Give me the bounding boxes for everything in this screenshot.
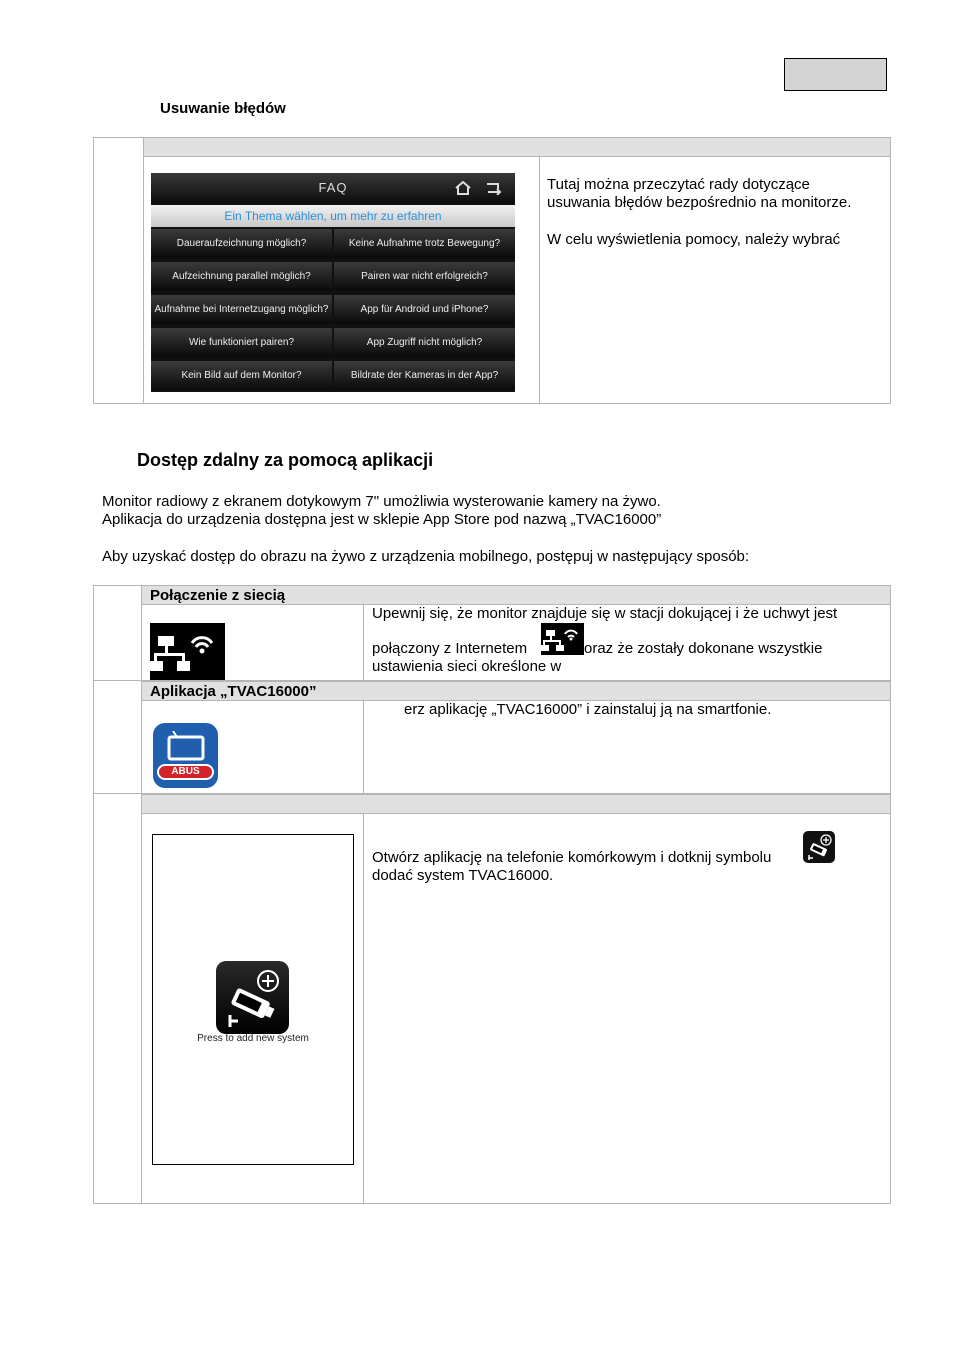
faq-button[interactable]: Bildrate der Kameras in der App? <box>334 361 515 390</box>
app-logo <box>153 723 218 788</box>
faq-button[interactable]: Wie funktioniert pairen? <box>151 328 332 357</box>
faq-button[interactable]: Kein Bild auf dem Monitor? <box>151 361 332 390</box>
faq-button[interactable]: Aufnahme bei Internetzugang möglich? <box>151 295 332 324</box>
abus-logo-text: ABUS <box>157 764 214 780</box>
add-camera-icon <box>216 961 289 1034</box>
faq-text-line: Tutaj można przeczytać rady dotyczące <box>547 176 810 193</box>
faq-button[interactable]: App Zugriff nicht möglich? <box>334 328 515 357</box>
faq-title: FAQ <box>318 180 348 195</box>
step-text: dodać system TVAC16000. <box>372 867 554 884</box>
faq-button[interactable]: Keine Aufnahme trotz Bewegung? <box>334 229 515 258</box>
section-title: Usuwanie błędów <box>160 100 286 117</box>
faq-button[interactable]: Aufzeichnung parallel möglich? <box>151 262 332 291</box>
network-wifi-icon <box>541 623 584 655</box>
faq-button[interactable]: Pairen war nicht erfolgreich? <box>334 262 515 291</box>
intro-text: Aplikacja do urządzenia dostępna jest w sklepie App Store pod nazwą „TVAC16000” <box>102 511 662 528</box>
divider <box>143 137 144 404</box>
divider <box>539 156 540 404</box>
faq-top-bar <box>151 173 515 203</box>
home-icon[interactable] <box>455 181 471 195</box>
faq-button[interactable]: Daueraufzeichnung möglich? <box>151 229 332 258</box>
intro-text: Monitor radiowy z ekranem dotykowym 7" umożliwia wysterowanie kamery na żywo. <box>102 493 661 510</box>
step-text: Otwórz aplikację na telefonie komórkowym i dotknij symbolu <box>372 849 772 866</box>
monitor-icon <box>167 731 205 761</box>
divider <box>141 585 142 1204</box>
back-icon[interactable] <box>486 181 502 195</box>
step-header-band <box>141 794 891 814</box>
add-camera-button[interactable] <box>216 961 289 1034</box>
step-header: Aplikacja „TVAC16000” <box>150 683 317 700</box>
step-text: Upewnij się, że monitor znajduje się w stacji dokującej i że uchwyt jest <box>372 605 838 622</box>
section-heading: Dostęp zdalny za pomocą aplikacji <box>137 450 434 470</box>
network-wifi-icon <box>150 623 225 680</box>
phone-caption: Press to add new system <box>197 1033 309 1044</box>
faq-subtitle: Ein Thema wählen, um mehr zu erfahren <box>151 205 515 227</box>
page-tab-box <box>784 58 887 91</box>
faq-text-line: W celu wyświetlenia pomocy, należy wybrać <box>547 231 841 248</box>
faq-screen <box>151 173 515 392</box>
add-camera-icon <box>803 831 835 863</box>
table-header-band <box>143 137 891 157</box>
step-text: ustawienia sieci określone w <box>372 658 562 675</box>
faq-text-line: usuwania błędów bezpośrednio na monitorze. <box>547 194 852 211</box>
step-header: Połączenie z siecią <box>150 587 286 604</box>
step-text: połączony z Internetem <box>372 640 528 657</box>
intro-text: Aby uzyskać dostęp do obrazu na żywo z urządzenia mobilnego, postępuj w następujący sposób: <box>102 548 750 565</box>
phone-screen <box>152 834 354 1165</box>
faq-button[interactable]: App für Android und iPhone? <box>334 295 515 324</box>
step-text: erz aplikację „TVAC16000” i zainstaluj ją na smartfonie. <box>404 701 772 718</box>
step-text: oraz że zostały dokonane wszystkie <box>584 640 823 657</box>
